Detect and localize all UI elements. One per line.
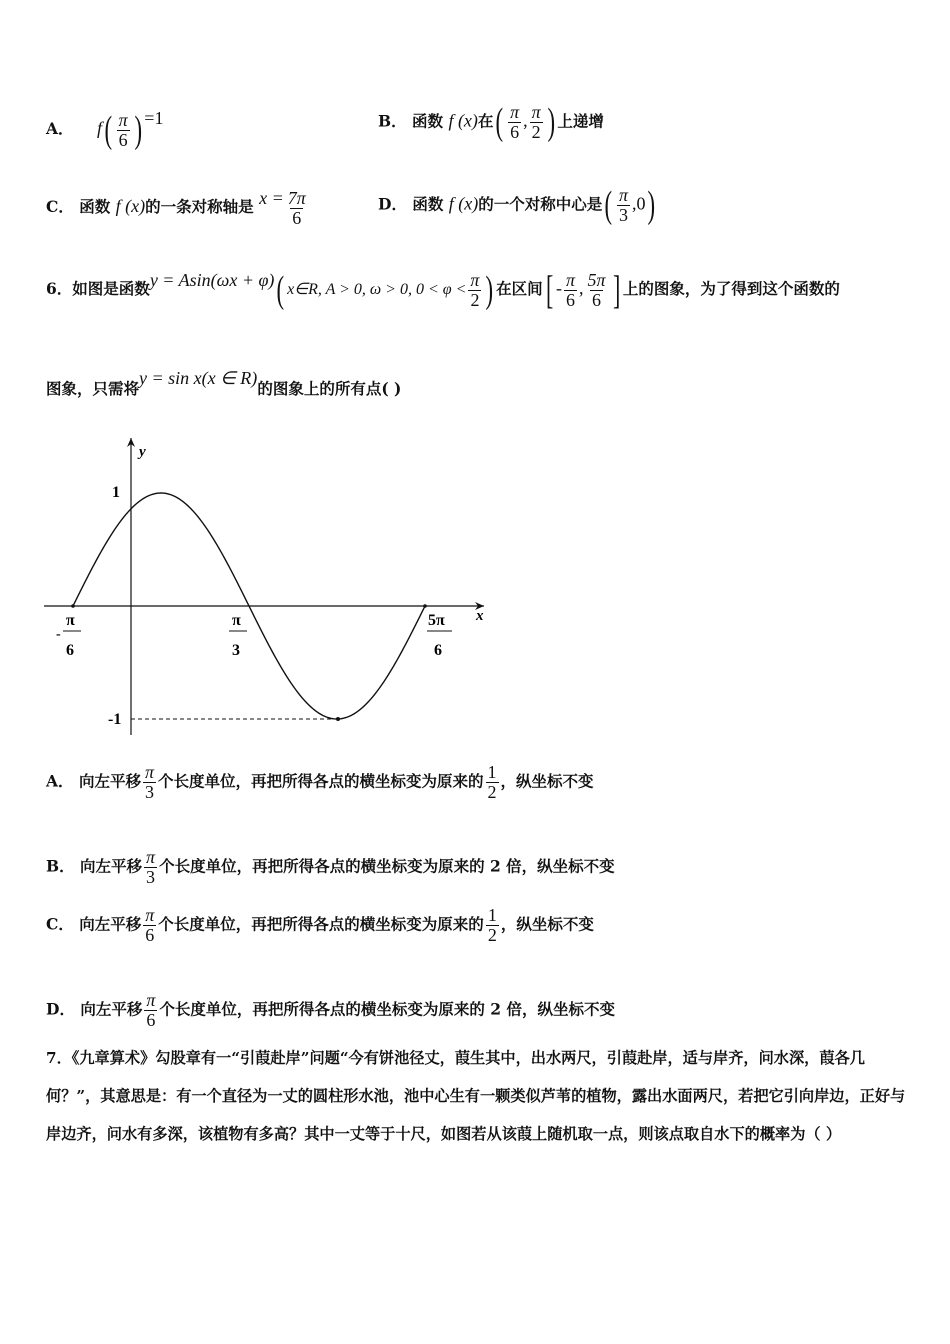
option-label: D． — [46, 999, 75, 1019]
x-tick-neg-pi-6-num: π — [66, 612, 75, 629]
q6-option-d: D． 向左平移 $\frac{\pi}{6}$ 个长度单位，再把所得各点的横坐标变为原来的 2 倍，纵坐标不变 — [46, 990, 615, 1030]
option-label: A． — [46, 771, 74, 791]
equals-value: =1 — [144, 108, 164, 128]
option-label: B． — [378, 111, 407, 131]
q6-option-a: A． 向左平移 $\frac{\pi}{3}$ 个长度单位，再把所得各点的横坐标变为原来的 $\frac{1}{2}$ ，纵坐标不变 — [46, 762, 594, 802]
x-tick-5pi-6-den: 6 — [434, 642, 442, 659]
end-point — [423, 604, 427, 608]
q6-option-b: B． 向左平移 $\frac{\pi}{3}$ 个长度单位，再把所得各点的横坐标变为原来的 2 倍，纵坐标不变 — [46, 847, 615, 887]
option-label: A． — [46, 119, 74, 138]
math-f: f — [96, 118, 102, 138]
function-expression: y = Asin(ωx + φ) — [149, 270, 275, 290]
zero-point — [71, 604, 75, 608]
function-expression: y = sin x(x ∈ R) — [139, 368, 258, 388]
math-fx: f (x) — [448, 110, 478, 131]
option-label: B． — [46, 856, 75, 876]
y-axis-label: y — [139, 444, 146, 460]
math-fx: f (x) — [115, 196, 146, 216]
q6-stem-line1: 6．如图是函数y = Asin(ωx + φ)( x∈R, A > 0, ω > 0, 0 < φ < $\frac{\pi}{2}$ ) 在区间[ - $\frac{\pi}{6}$ , $\frac{5\pi}{6}$ ] 上的图象，为了得到这个函数的 — [46, 267, 840, 312]
option-label: C． — [46, 197, 74, 216]
math-fx: f (x) — [448, 193, 479, 214]
x-axis-label: x — [476, 608, 484, 624]
sine-graph — [36, 430, 506, 750]
option-label: C． — [46, 914, 74, 934]
x-tick-pi-3-num: π — [232, 612, 241, 629]
q7-paragraph: 7．《九章算术》勾股章有一“引葭赴岸”问题“今有饼池径丈，葭生其中，出水两尺，引葭赴岸，适与岸齐，问水深，葭各几何？”，其意思是：有一个直径为一丈的圆柱形水池，池中心生有一颗类似芦苇的植物，露出水面两尺，若把它引向岸边，正好与岸边齐，问水有多深，该植物有多高？其中一丈等于十尺，如图若从该葭上随机取一点，则该点取自水下的概率为（ ） — [46, 1049, 906, 1143]
q6-stem-line2: 图象，只需将y = sin x(x ∈ R)的图象上的所有点( ) — [46, 368, 402, 398]
x-tick-5pi-6-num: 5π — [428, 612, 445, 629]
y-tick-minus1: -1 — [108, 711, 122, 728]
question-number: 6． — [46, 279, 73, 298]
q5-option-d: D． 函数 f (x)的一个对称中心是( $\frac{\pi}{3}$ ,0) — [378, 184, 656, 227]
x-tick-neg-pi-6-den: 6 — [66, 642, 74, 659]
x-tick-pi-3-den: 3 — [232, 642, 240, 659]
min-point — [336, 717, 340, 721]
option-label: D． — [378, 194, 407, 214]
fraction: $\frac{\pi}{6}$ — [118, 109, 128, 150]
x-tick-neg-pi-6-minus: - — [56, 627, 61, 642]
y-tick-1: 1 — [112, 484, 120, 501]
q5-option-b: B． 函数 f (x)在( $\frac{\pi}{6}$ , $\frac{\pi}{2}$ ) 上递增 — [378, 101, 604, 144]
q5-option-c: C． 函数 f (x)的一条对称轴是 x = $\frac{7\pi}{6}$ — [46, 187, 306, 228]
q5-option-a: A． f( $\frac{\pi}{6}$ ) =1 — [46, 108, 164, 151]
q6-option-c: C． 向左平移 $\frac{\pi}{6}$ 个长度单位，再把所得各点的横坐标变为原来的 $\frac{1}{2}$ ，纵坐标不变 — [46, 905, 594, 945]
